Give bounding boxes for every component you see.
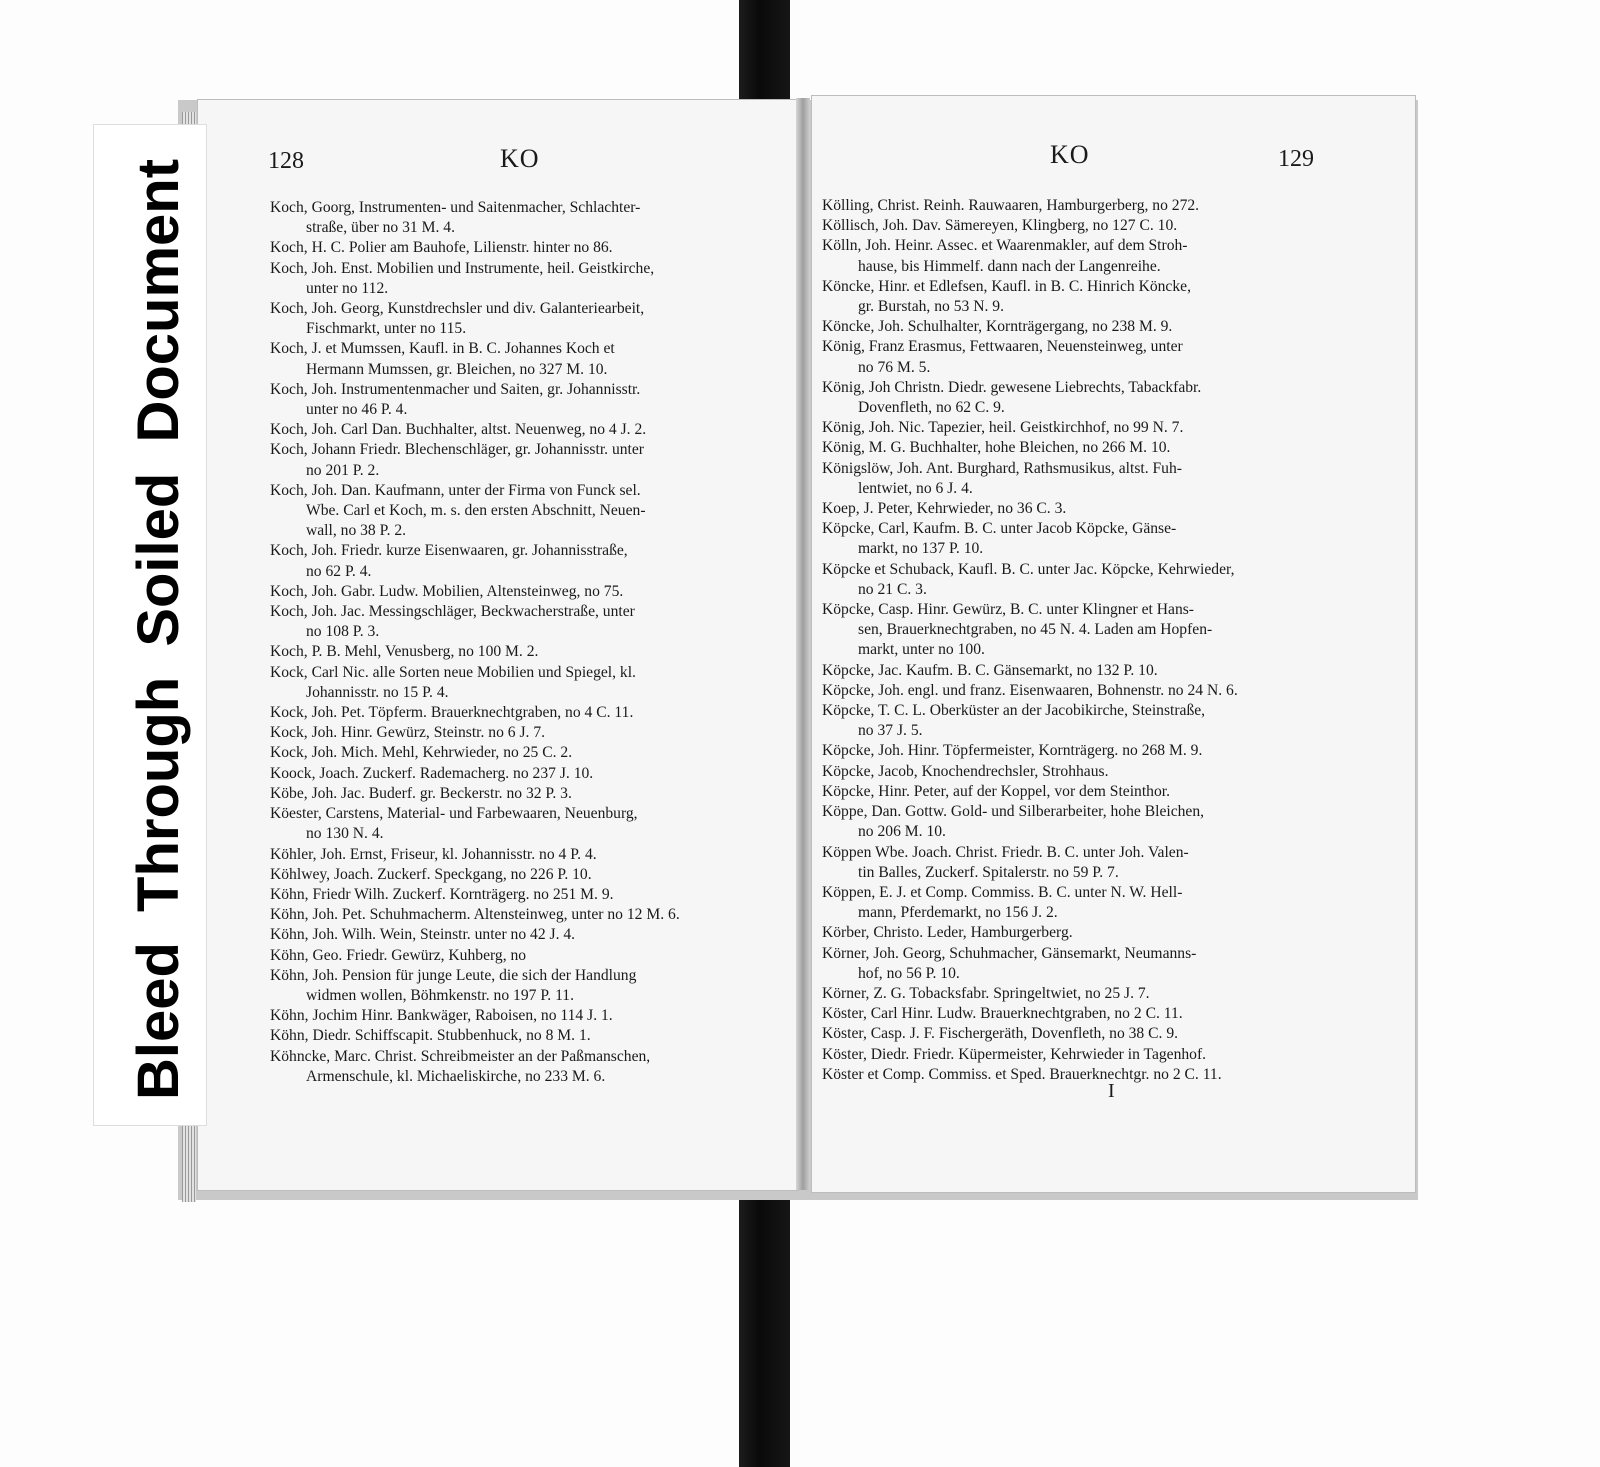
entry-continuation-line: markt, unter no 100. [858,641,985,659]
entry-line: Köhn, Jochim Hinr. Bankwäger, Raboisen, no 114 J. 1. [270,1007,613,1025]
entry-continuation-line: no 21 C. 3. [858,580,927,598]
entry-line: Koock, Joach. Zuckerf. Rademacherg. no 237 J. 10. [270,764,594,782]
right-entry-list [822,196,1328,1085]
directory-entry [822,1024,1328,1044]
entry-continuation-line: Fischmarkt, unter no 115. [306,320,467,338]
directory-entry [270,663,770,703]
entry-line: Koch, Joh. Jac. Messingschläger, Beckwacherstraße, unter [270,603,635,621]
entry-continuation-line: no 206 M. 10. [858,823,946,841]
directory-entry [270,703,770,723]
entry-continuation-line: Johannisstr. no 15 P. 4. [306,683,449,701]
entry-line: Köpcke, Carl, Kaufm. B. C. unter Jacob Köpcke, Gänse- [822,520,1177,538]
entry-line: Köhn, Joh. Pension für junge Leute, die sich der Handlung [270,966,637,984]
entry-line: Köppe, Dan. Gottw. Gold- und Silberarbeiter, hohe Bleichen, [822,803,1205,821]
directory-entry [822,600,1328,661]
entry-continuation-line: no 37 J. 5. [858,722,923,740]
directory-entry [270,905,770,925]
entry-line: Kölling, Christ. Reinh. Rauwaaren, Hamburgerberg, no 272. [822,197,1200,214]
entry-line: Körner, Z. G. Tobacksfabr. Springeltwiet, no 25 J. 7. [822,984,1150,1002]
entry-line: Koch, Joh. Instrumentenmacher und Saiten, gr. Johannisstr. [270,380,641,398]
directory-entry [270,804,770,844]
entry-line: Köhler, Joh. Ernst, Friseur, kl. Johannisstr. no 4 P. 4. [270,845,597,863]
entry-line: Köpcke, T. C. L. Oberküster an der Jacobikirche, Steinstraße, [822,702,1206,720]
entry-line: Köppen Wbe. Joach. Christ. Friedr. B. C. unter Joh. Valen- [822,843,1189,861]
entry-continuation-line: straße, über no 31 M. 4. [306,219,455,237]
entry-line: Koep, J. Peter, Kehrwieder, no 36 C. 3. [822,500,1067,518]
entry-line: Köpcke, Joh. Hinr. Töpfermeister, Kornträgerg. no 268 M. 9. [822,742,1203,760]
entry-continuation-line: markt, no 137 P. 10. [858,540,984,558]
directory-entry [270,541,770,581]
directory-entry [270,946,770,966]
entry-line: Koch, Joh. Enst. Mobilien und Instrumente, heil. Geistkirche, [270,259,655,277]
entry-line: Köhn, Joh. Pet. Schuhmacherm. Altensteinweg, unter no 12 M. 6. [270,906,680,924]
entry-continuation-line: mann, Pferdemarkt, no 156 J. 2. [858,904,1058,922]
entry-line: Kock, Joh. Hinr. Gewürz, Steinstr. no 6 J. 7. [270,724,546,742]
entry-line: Kölln, Joh. Heinr. Assec. et Waarenmakler, auf dem Stroh- [822,237,1188,255]
entry-line: Köncke, Hinr. et Edlefsen, Kaufl. in B. C. Hinrich Köncke, [822,277,1191,295]
directory-entry [270,743,770,763]
directory-entry [270,1047,770,1087]
entry-continuation-line: wall, no 38 P. 2. [306,522,407,540]
directory-entry [270,380,770,420]
entry-line: König, Joh. Nic. Tapezier, heil. Geistkirchhof, no 99 N. 7. [822,419,1184,437]
entry-continuation-line: no 130 N. 4. [306,825,384,843]
directory-entry [822,741,1328,761]
entry-line: Köster, Casp. J. F. Fischergeräth, Dovenfleth, no 38 C. 9. [822,1025,1179,1043]
directory-entry [822,337,1328,377]
directory-entry [822,378,1328,418]
entry-line: Koch, H. C. Polier am Bauhofe, Lilienstr. hinter no 86. [270,239,613,257]
directory-entry [270,198,770,238]
directory-entry [270,845,770,865]
directory-entry [270,259,770,299]
right-page-heading: KO [1050,140,1090,169]
directory-entry [270,481,770,542]
directory-entry [822,923,1328,943]
directory-entry [270,925,770,945]
entry-line: Koch, Joh. Carl Dan. Buchhalter, altst. Neuenweg, no 4 J. 2. [270,421,647,439]
directory-entry [270,966,770,1006]
directory-entry [822,1065,1328,1085]
entry-continuation-line: no 76 M. 5. [858,358,931,376]
entry-line: Köpcke, Hinr. Peter, auf der Koppel, vor dem Steinthor. [822,782,1170,800]
entry-line: Koch, J. et Mumssen, Kaufl. in B. C. Johannes Koch et [270,340,615,358]
entry-continuation-line: hause, bis Himmelf. dann nach der Langenreihe. [858,257,1161,275]
entry-line: Koch, Joh. Dan. Kaufmann, unter der Firma von Funck sel. [270,481,641,499]
entry-continuation-line: Hermann Mumssen, gr. Bleichen, no 327 M. 10. [306,360,608,378]
directory-entry [822,883,1328,923]
directory-entry [822,438,1328,458]
directory-entry [822,1004,1328,1024]
book-gutter [796,98,810,1190]
entry-line: Köster, Diedr. Friedr. Küpermeister, Kehrwieder in Tagenhof. [822,1045,1207,1063]
entry-line: Köhlwey, Joach. Zuckerf. Speckgang, no 226 P. 10. [270,865,592,883]
directory-entry [822,277,1328,317]
entry-continuation-line: unter no 112. [306,279,389,297]
entry-continuation-line: lentwiet, no 6 J. 4. [858,479,973,497]
entry-continuation-line: tin Balles, Zuckerf. Spitalerstr. no 59 P. 7. [858,863,1119,881]
directory-entry [270,602,770,642]
entry-line: König, Joh Christn. Diedr. gewesene Liebrechts, Tabackfabr. [822,378,1202,396]
entry-line: Körner, Joh. Georg, Schuhmacher, Gänsemarkt, Neumanns- [822,944,1197,962]
directory-entry [822,802,1328,842]
entry-continuation-line: sen, Brauerknechtgraben, no 45 N. 4. Laden am Hopfen- [858,621,1213,639]
entry-line: Köpcke, Joh. engl. und franz. Eisenwaaren, Bohnenstr. no 24 N. 6. [822,681,1238,699]
directory-entry [270,238,770,258]
directory-entry [822,459,1328,499]
directory-entry [270,865,770,885]
entry-continuation-line: no 108 P. 3. [306,623,380,641]
entry-line: König, M. G. Buchhalter, hohe Bleichen, no 266 M. 10. [822,439,1171,457]
entry-continuation-line: hof, no 56 P. 10. [858,964,960,982]
directory-entry [822,418,1328,438]
directory-entry [822,216,1328,236]
entry-line: Köster, Carl Hinr. Ludw. Brauerknechtgraben, no 2 C. 11. [822,1005,1183,1023]
entry-line: Köester, Carstens, Material- und Farbewaaren, Neuenburg, [270,805,638,823]
entry-line: Königslöw, Joh. Ant. Burghard, Rathsmusikus, altst. Fuh- [822,459,1182,477]
entry-line: Köhn, Friedr Wilh. Zuckerf. Kornträgerg. no 251 M. 9. [270,885,614,903]
entry-line: König, Franz Erasmus, Fettwaaren, Neuensteinweg, unter [822,338,1183,356]
directory-entry [822,762,1328,782]
document-label: Bleed Through Soiled Document [126,158,191,1100]
directory-entry [822,944,1328,984]
entry-line: Kock, Joh. Pet. Töpferm. Brauerknechtgraben, no 4 C. 11. [270,704,634,722]
directory-entry [822,984,1328,1004]
entry-line: Körber, Christo. Leder, Hamburgerberg. [822,924,1073,942]
directory-entry [270,420,770,440]
entry-line: Kock, Carl Nic. alle Sorten neue Mobilien und Spiegel, kl. [270,663,636,681]
entry-line: Köpcke, Jac. Kaufm. B. C. Gänsemarkt, no 132 P. 10. [822,661,1158,679]
left-page-heading: KO [500,144,540,173]
directory-entry [822,236,1328,276]
left-entry-list [270,198,770,1087]
directory-entry [822,560,1328,600]
directory-entry [270,1026,770,1046]
entry-line: Köhn, Geo. Friedr. Gewürz, Kuhberg, no [270,946,527,964]
directory-entry [270,1006,770,1026]
entry-continuation-line: widmen wollen, Böhmkenstr. no 197 P. 11. [306,986,574,1004]
directory-entry [270,299,770,339]
right-page-number: 129 [1278,146,1314,172]
directory-entry [822,317,1328,337]
entry-continuation-line: Armenschule, kl. Michaeliskirche, no 233 M. 6. [306,1067,606,1085]
directory-entry [270,339,770,379]
directory-entry [822,843,1328,883]
entry-line: Köbe, Joh. Jac. Buderf. gr. Beckerstr. no 32 P. 3. [270,784,572,802]
entry-continuation-line: no 201 P. 2. [306,461,380,479]
entry-continuation-line: unter no 46 P. 4. [306,401,408,419]
directory-entry [270,642,770,662]
directory-entry [822,681,1328,701]
directory-entry [270,440,770,480]
left-page-number: 128 [268,148,304,174]
directory-entry [822,661,1328,681]
entry-line: Koch, Joh. Georg, Kunstdrechsler und div. Galanteriearbeit, [270,300,645,318]
directory-entry [270,885,770,905]
entry-line: Koch, P. B. Mehl, Venusberg, no 100 M. 2. [270,643,539,661]
entry-continuation-line: Wbe. Carl et Koch, m. s. den ersten Abschnitt, Neuen- [306,502,646,520]
entry-line: Köllisch, Joh. Dav. Sämereyen, Klingberg, no 127 C. 10. [822,217,1178,235]
entry-line: Köster et Comp. Commiss. et Sped. Brauerknechtgr. no 2 C. 11. [822,1065,1222,1083]
entry-continuation-line: no 62 P. 4. [306,562,372,580]
entry-line: Köncke, Joh. Schulhalter, Kornträgergang, no 238 M. 9. [822,318,1173,336]
catchword: I [1108,1080,1115,1102]
directory-entry [822,701,1328,741]
directory-entry [270,764,770,784]
entry-continuation-line: gr. Burstah, no 53 N. 9. [858,298,1004,316]
entry-line: Köhncke, Marc. Christ. Schreibmeister an der Paßmanschen, [270,1047,651,1065]
entry-line: Köpcke et Schuback, Kaufl. B. C. unter Jac. Köpcke, Kehrwieder, [822,560,1235,578]
entry-continuation-line: Dovenfleth, no 62 C. 9. [858,399,1005,417]
entry-line: Köpcke, Jacob, Knochendrechsler, Strohhaus. [822,762,1109,780]
directory-entry [822,1045,1328,1065]
entry-line: Koch, Joh. Gabr. Ludw. Mobilien, Altensteinweg, no 75. [270,582,624,600]
directory-entry [270,784,770,804]
entry-line: Köhn, Diedr. Schiffscapit. Stubbenhuck, no 8 M. 1. [270,1027,591,1045]
directory-entry [822,196,1328,216]
directory-entry [822,782,1328,802]
directory-entry [270,582,770,602]
directory-entry [270,723,770,743]
entry-line: Koch, Johann Friedr. Blechenschläger, gr. Johannisstr. unter [270,441,644,459]
entry-line: Köppen, E. J. et Comp. Commiss. B. C. unter N. W. Hell- [822,883,1183,901]
directory-entry [822,499,1328,519]
directory-entry [822,519,1328,559]
entry-line: Koch, Joh. Friedr. kurze Eisenwaaren, gr. Johannisstraße, [270,542,628,560]
entry-line: Köpcke, Casp. Hinr. Gewürz, B. C. unter Klingner et Hans- [822,601,1195,619]
entry-line: Köhn, Joh. Wilh. Wein, Steinstr. unter no 42 J. 4. [270,926,576,944]
entry-line: Kock, Joh. Mich. Mehl, Kehrwieder, no 25 C. 2. [270,744,573,762]
entry-line: Koch, Goorg, Instrumenten- und Saitenmacher, Schlachter- [270,199,641,216]
